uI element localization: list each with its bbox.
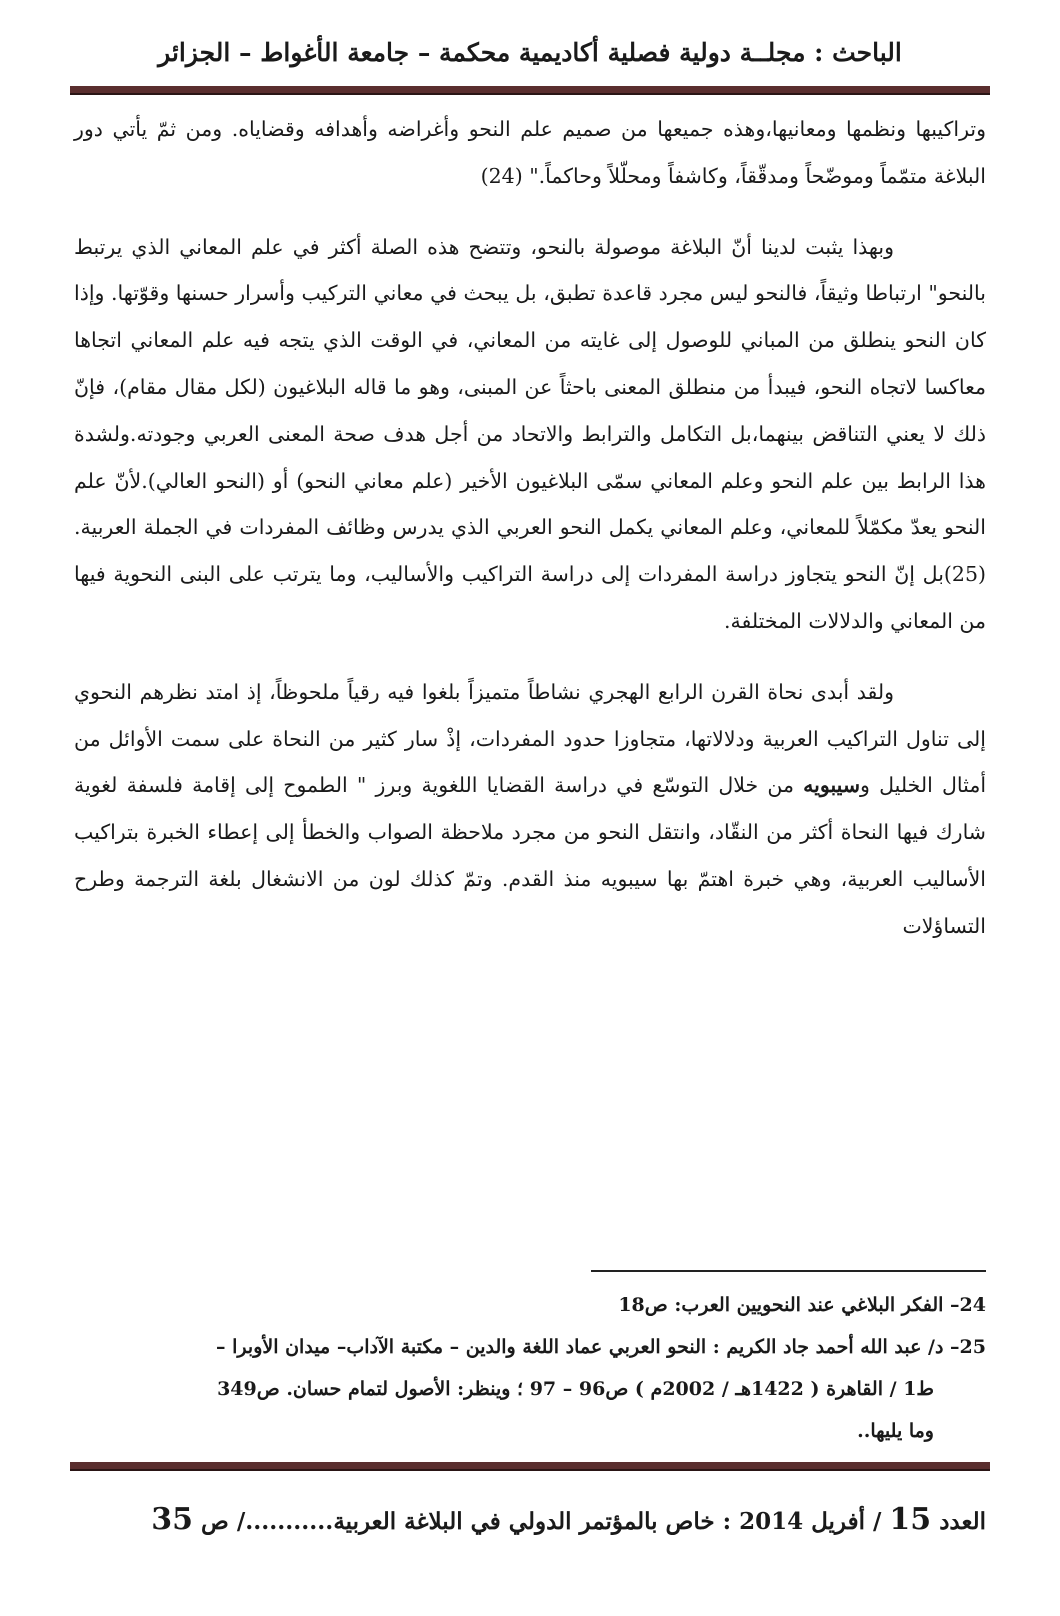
header-rule [70, 86, 990, 95]
paragraph-3-text-a: ولقد أبدى نحاة القرن الرابع الهجري نشاطاً متميزاً بلغوا فيه رقياً ملحوظاً، إذ امتد نظرهم النحوي إلى تناول التراكيب العربية ودلالاتها، متجاوزا حدود المفردات، إذْ سار كثير من النحاة على سمت الأوائل من أمثال الخليل و [74, 679, 987, 798]
page-number: 35 [151, 1502, 194, 1537]
paragraph-3-text-b: من خلال التوسّع في دراسة القضايا اللغوية وبرز " الطموح إلى إقامة فلسفة لغوية شارك فيها النحاة أكثر من النقّاد، وانتقل النحو من مجرد ملاحظة الصواب والخطأ إلى إعطاء الخبرة بتراكيب الأساليب العربية، وهي خبرة اهتمّ بها سيبويه منذ القدم. وتمّ كذلك لون من الانشغال بلغة الترجمة وطرح التساؤلات [74, 773, 986, 938]
sibawayh-name: سيبويه [803, 773, 861, 798]
footer-rule-top [70, 1462, 990, 1471]
page-footer [74, 1502, 986, 1537]
footnote-24: 24– الفكر البلاغي عند النحويين العرب: ص18 [618, 1294, 986, 1316]
paragraph-2: وبهذا يثبت لدينا أنّ البلاغة موصولة بالنحو، وتتضح هذه الصلة أكثر في علم المعاني الذي يرتبط بالنحو" ارتباطا وثيقاً، فالنحو ليس مجرد قاعدة تطبق، بل يبحث في معاني التركيب وأسرار حسنها وقوّتها. وإذا كان النحو ينطلق من المباني للوصول إلى غايته من المعاني، في الوقت الذي يتجه فيه علم المعاني اتجاها معاكسا لاتجاه النحو، فيبدأ من منطلق المعنى باحثاً عن المبنى، وهو ما قاله البلاغيون (لكل مقال مقام)، فإنّ ذلك لا يعني التناقض بينهما،بل التكامل والترابط والاتحاد من أجل هدف صحة المعنى العربي وجودته.ولشدة هذا الرابط بين علم النحو وعلم المعاني سمّى البلاغيون الأخير (علم معاني النحو) أو (النحو العالي).لأنّ علم النحو يعدّ مكمّلاً للمعاني، وعلم المعاني يكمل النحو العربي الذي يدرس وظائف المفردات في الجملة العربية.(25)بل إنّ النحو يتجاوز دراسة المفردات إلى دراسة التراكيب والأساليب، وما يترتب على البنى النحوية فيها من المعاني والدلالات المختلفة. [74, 234, 986, 633]
issue-label: العدد [939, 1508, 986, 1535]
issue-date: أفريل 2014 [739, 1508, 865, 1535]
special-issue-note: : خاص بالمؤتمر الدولي في البلاغة العربية.........../ ص [193, 1508, 740, 1535]
paragraph-3 [74, 669, 986, 950]
footer-separator: / [865, 1508, 890, 1535]
issue-number: 15 [889, 1502, 932, 1537]
footnote-separator [591, 1270, 986, 1272]
footnote-25-line-2: ط1 / القاهرة ( 1422هـ / 2002م ) ص96 – 97 ؛ وينظر: الأصول لتمام حسان. ص349 [217, 1378, 934, 1400]
main-text [74, 106, 986, 950]
footnotes [74, 1284, 986, 1452]
page-header: الباحث : مجلــة دولية فصلية أكاديمية محكمة – جامعة الأغواط – الجزائر [158, 38, 902, 67]
paragraph-1: وتراكيبها ونظمها ومعانيها،وهذه جميعها من صميم علم النحو وأغراضه وأهدافه وقضاياه. ومن ثمّ يأتي دور البلاغة متمّماً وموضّحاً ومدقّقاً، وكاشفاً ومحلّلاً وحاكماً." (24) [74, 117, 986, 188]
footnote-25-line-3: وما يليها.. [857, 1420, 934, 1442]
footnote-25: 25– د/ عبد الله أحمد جاد الكريم : النحو العربي عماد اللغة والدين – مكتبة الآداب– ميدان الأوبرا – [216, 1336, 986, 1358]
